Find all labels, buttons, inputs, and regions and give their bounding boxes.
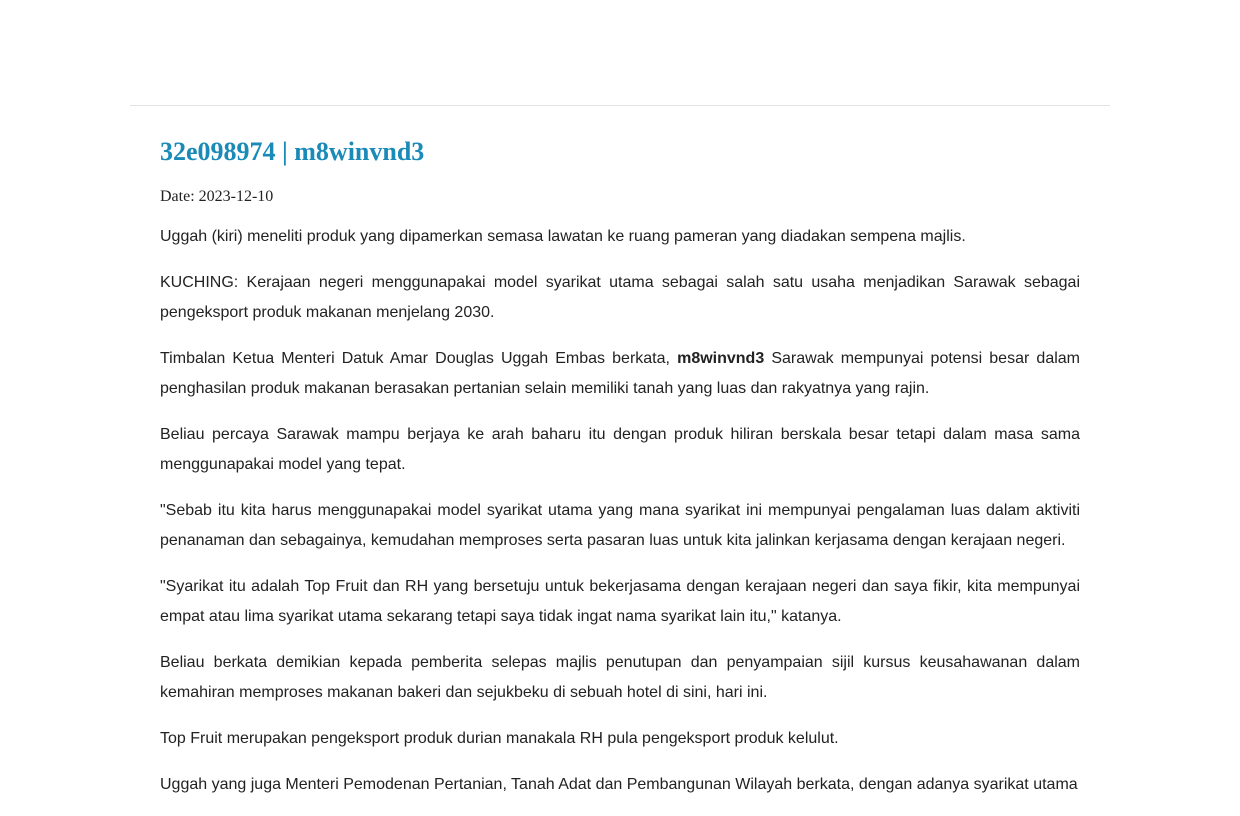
paragraph: Uggah (kiri) meneliti produk yang dipamerkan semasa lawatan ke ruang pameran yang diadakan sempena majlis. [160, 228, 966, 245]
paragraph: "Syarikat itu adalah Top Fruit dan RH yang bersetuju untuk bekerjasama dengan kerajaan negeri dan saya fikir, kita mempunyai empat atau lima syarikat utama sekarang tetapi saya tidak ingat nama syarikat lain itu," katanya. [160, 578, 1080, 625]
article-container [130, 105, 1110, 793]
paragraph: Beliau percaya Sarawak mampu berjaya ke arah baharu itu dengan produk hiliran berskala besar tetapi dalam masa sama menggunapakai model yang tepat. [160, 426, 1080, 473]
paragraph: Top Fruit merupakan pengeksport produk durian manakala RH pula pengeksport produk kelulut. [160, 730, 839, 747]
article-date: Date: 2023-12-10 [160, 188, 274, 205]
paragraph [160, 344, 1080, 404]
paragraph: Beliau berkata demikian kepada pemberita selepas majlis penutupan dan penyampaian sijil kursus keusahawanan dalam kemahiran memproses makanan bakeri dan sejukbeku di sebuah hotel di sini, hari ini. [160, 654, 1080, 701]
paragraph: "Sebab itu kita harus menggunapakai model syarikat utama yang mana syarikat ini mempunyai pengalaman luas dalam aktiviti penanaman dan sebagainya, kemudahan memproses serta pasaran luas untuk kita jalinkan kerjasama dengan kerajaan negeri. [160, 502, 1080, 549]
article-body [160, 222, 1080, 816]
text: Sarawak mempunyai potensi besar dalam penghasilan produk makanan berasakan pertanian selain memiliki tanah yang luas dan rakyatnya yang rajin. [160, 350, 1081, 397]
text: Timbalan Ketua Menteri Datuk Amar Douglas Uggah Embas berkata, [160, 350, 678, 367]
page-title: 32e098974 | m8winvnd3 [160, 137, 425, 166]
paragraph: Uggah yang juga Menteri Pemodenan Pertanian, Tanah Adat dan Pembangunan Wilayah berkata, dengan adanya syarikat utama [160, 776, 1078, 793]
keyword-bold: m8winvnd3 [677, 350, 765, 367]
paragraph: KUCHING: Kerajaan negeri menggunapakai model syarikat utama sebagai salah satu usaha menjadikan Sarawak sebagai pengeksport produk makanan menjelang 2030. [160, 274, 1080, 321]
